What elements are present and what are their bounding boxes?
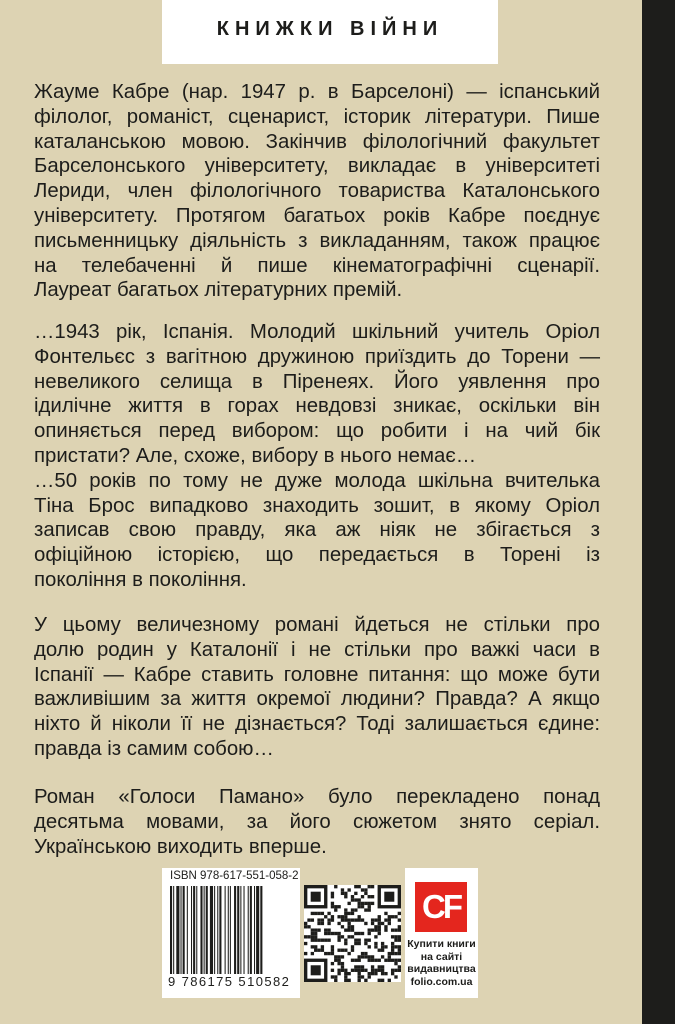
publisher-caption [407, 938, 476, 988]
text-line: пристати? Але, схоже, вибору в нього немає… [34, 444, 477, 467]
text-line: Барселонського університету, викладає в університеті [34, 155, 600, 178]
publisher-caption-line: видавництва [407, 963, 476, 975]
publisher-logo-text: CF [422, 888, 460, 925]
text-line: Українською виходить вперше. [34, 835, 327, 858]
text-line: …1943 рік, Іспанія. Молодий шкільний учитель Оріол [34, 321, 600, 343]
translation-paragraph [34, 785, 600, 859]
text-line: Лауреат багатьох літературних премій. [34, 279, 403, 302]
text-line: Тіна Брос випадково знаходить зошит, в якому Оріол [34, 494, 600, 517]
text-line: письменницьку діяльність з викладанням, також працює [34, 229, 600, 252]
text-line: каталанською мовою. Закінчив філологічний факультет [34, 130, 600, 153]
plot-paragraph [34, 320, 600, 593]
author-bio-paragraph [34, 80, 600, 303]
publisher-caption-line: Купити книги [407, 938, 476, 950]
text-line: У цьому величезному романі йдеться не стільки про [34, 614, 600, 636]
barcode-digits: 9 786175 510582 [168, 974, 291, 989]
text-line: філолог, романіст, сценарист, історик літератури. Пише [34, 105, 600, 128]
theme-paragraph [34, 613, 600, 762]
text-line: Роман «Голоси Памано» було перекладено понад [34, 786, 600, 808]
text-line: десятьма мовами, за його сюжетом знято серіал. [34, 810, 600, 833]
text-line: невеликого селища в Піренеях. Його уявлення про [34, 370, 600, 393]
publisher-caption-line: на сайті [420, 950, 463, 963]
text-line: офіційною історією, що передається в Торені із [34, 544, 600, 567]
text-line: Іспанії — Кабре ставить головне питання: що може бути [34, 663, 600, 686]
qr-code [304, 885, 401, 982]
publisher-website: folio.com.ua [410, 975, 473, 988]
text-line: записав свою правду, яка аж ніяк не збігається з [34, 519, 600, 542]
series-label [162, 0, 498, 64]
text-line: долю родин у Каталонії і не стільки про важкі часи в [34, 638, 600, 661]
text-line: правда із самим собою… [34, 737, 274, 760]
barcode [162, 868, 300, 998]
text-line: Жауме Кабре (нар. 1947 р. в Барселоні) — іспанський [34, 81, 600, 103]
publisher-logo [415, 882, 467, 932]
text-line: покоління в покоління. [34, 568, 247, 591]
text-line: …50 років по тому не дуже молода шкільна вчителька [34, 469, 600, 492]
publisher-logo-block [405, 868, 478, 998]
isbn-label: ISBN 978-617-551-058-2 [170, 870, 299, 882]
text-line: Фонтельєс з вагітною дружиною приїздить до Торени — [34, 345, 600, 368]
text-line: ніхто й ніколи її не дізнається? Тоді залишається єдине: [34, 713, 600, 736]
series-title: КНИЖКИ ВІЙНИ [216, 18, 444, 40]
text-line: Лериди, член філологічного товариства Каталонського [34, 180, 600, 203]
text-line: опиняється перед вибором: що робити і на чий бік [34, 420, 600, 443]
text-line: на телебаченні й пише кінематографічні сценарії. [34, 254, 600, 277]
text-line: ідилічне життя в горах невдовзі зникає, оскільки він [34, 395, 600, 418]
spine-band [642, 0, 675, 1024]
barcode-bars [170, 886, 292, 974]
qr-code-icon [304, 885, 401, 982]
text-line: важливішим за життя окремої людини? Правда? А якщо [34, 688, 600, 711]
text-line: університету. Протягом багатьох років Кабре поєднує [34, 204, 600, 227]
